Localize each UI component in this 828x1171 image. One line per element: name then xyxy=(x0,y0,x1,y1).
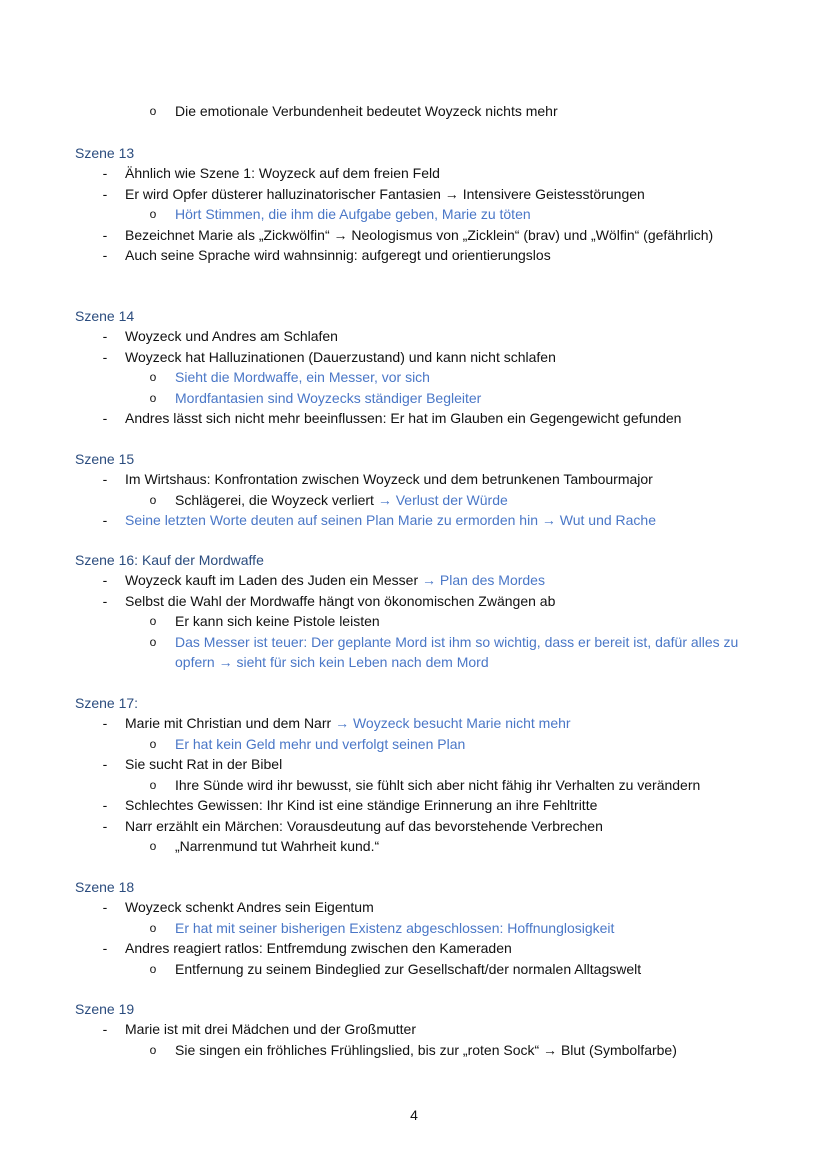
dash-marker: - xyxy=(102,247,108,263)
circle-marker: o xyxy=(149,920,157,935)
sub-bullet-item xyxy=(0,775,828,796)
item-text: Selbst die Wahl der Mordwaffe hängt von ökonomischen Zwängen ab xyxy=(125,592,556,609)
highlighted-text: → Woyzeck besucht Marie nicht mehr xyxy=(335,715,571,731)
sub-bullet-item xyxy=(0,367,828,388)
sub-bullet-item xyxy=(0,204,828,225)
sub-bullet-item xyxy=(0,1040,828,1061)
item-text: Woyzeck hat Halluzinationen (Dauerzustand) und kann nicht schlafen xyxy=(125,348,556,365)
item-text: Bezeichnet Marie als „Zickwölfin“ → Neologismus von „Zicklein“ (brav) und „Wölfin“ (gefährlich) xyxy=(125,226,714,243)
item-text: Schlägerei, die Woyzeck verliert xyxy=(175,491,378,508)
bullet-item xyxy=(0,347,828,368)
highlighted-text: Mordfantasien sind Woyzecks ständiger Begleiter xyxy=(175,389,482,406)
circle-marker: o xyxy=(149,614,157,628)
continued-sub-bullet xyxy=(0,101,828,122)
dash-marker: - xyxy=(102,592,108,609)
scene-section xyxy=(0,693,828,857)
scene-section xyxy=(0,306,828,429)
circle-marker: o xyxy=(149,736,157,751)
scene-heading: Szene 17: xyxy=(75,695,139,711)
bullet-item xyxy=(0,245,828,266)
dash-marker: - xyxy=(102,715,108,731)
dash-marker: - xyxy=(102,797,108,813)
sub-bullet-item xyxy=(0,101,828,122)
item-text: Sie sucht Rat in der Bibel xyxy=(125,756,283,772)
dash-marker: - xyxy=(102,328,108,344)
highlighted-text: → Plan des Mordes xyxy=(422,572,545,588)
circle-marker: o xyxy=(149,492,157,507)
scene-section xyxy=(0,877,828,979)
circle-marker: o xyxy=(149,207,157,221)
item-text: Ihre Sünde wird ihr bewusst, sie fühlt sich aber nicht fähig ihr Verhalten zu verändern xyxy=(175,776,701,793)
highlighted-text: Seine letzten Worte deuten auf seinen Plan Marie zu ermorden hin → Wut und Rache xyxy=(125,512,657,528)
item-text: Woyzeck und Andres am Schlafen xyxy=(125,328,338,344)
sub-bullet-item xyxy=(0,918,828,939)
bullet-item xyxy=(0,469,828,490)
item-text: Andres lässt sich nicht mehr beeinflussen: Er hat im Glauben ein Gegengewicht gefunden xyxy=(125,410,682,426)
item-text: Woyzeck schenkt Andres sein Eigentum xyxy=(125,899,374,915)
scene-heading: Szene 13 xyxy=(75,145,135,161)
dash-marker: - xyxy=(102,226,108,243)
dash-marker: - xyxy=(102,817,108,834)
circle-marker: o xyxy=(149,839,157,853)
circle-marker: o xyxy=(149,961,157,976)
highlighted-text: Hört Stimmen, die ihm die Aufgabe geben, Marie zu töten xyxy=(175,206,531,222)
scene-section xyxy=(0,550,828,673)
scene-heading: Szene 18 xyxy=(75,879,135,895)
bullet-item xyxy=(0,184,828,205)
bullet-item xyxy=(0,570,828,591)
bullet-item xyxy=(0,795,828,816)
bullet-item xyxy=(0,510,828,531)
highlighted-text: Er hat kein Geld mehr und verfolgt seinen Plan xyxy=(175,735,466,752)
item-text: Entfernung zu seinem Bindeglied zur Gesellschaft/der normalen Alltagswelt xyxy=(175,960,642,977)
scene-section xyxy=(0,999,828,1060)
bullet-item xyxy=(0,713,828,734)
sub-bullet-item xyxy=(0,490,828,511)
bullet-item xyxy=(0,938,828,959)
sub-bullet-item xyxy=(0,734,828,755)
circle-marker: o xyxy=(149,104,157,118)
highlighted-text: Sieht die Mordwaffe, ein Messer, vor sich xyxy=(175,369,430,385)
scene-bullets xyxy=(0,693,828,857)
bullet-item xyxy=(0,1019,828,1040)
item-text: Marie mit Christian und dem Narr xyxy=(125,715,336,731)
dash-marker: - xyxy=(102,471,108,487)
item-text: Andres reagiert ratlos: Entfremdung zwischen den Kameraden xyxy=(125,940,512,956)
item-text: „Narrenmund tut Wahrheit kund.“ xyxy=(175,838,380,854)
item-text: Die emotionale Verbundenheit bedeutet Woyzeck nichts mehr xyxy=(175,103,558,119)
dash-marker: - xyxy=(102,572,108,588)
highlighted-text: Er hat mit seiner bisherigen Existenz abgeschlossen: Hoffnunglosigkeit xyxy=(175,919,615,936)
bullet-item xyxy=(0,816,828,837)
circle-marker: o xyxy=(149,390,157,405)
dash-marker: - xyxy=(102,348,108,365)
bullet-item xyxy=(0,897,828,918)
scene-heading: Szene 16: Kauf der Mordwaffe xyxy=(75,552,264,568)
dash-marker: - xyxy=(102,940,108,956)
item-text: Er wird Opfer düsterer halluzinatorischer Fantasien → Intensivere Geistesstörungen xyxy=(125,185,645,202)
bullet-item xyxy=(0,225,828,246)
dash-marker: - xyxy=(102,512,108,528)
dash-marker: - xyxy=(102,1021,108,1037)
bullet-item xyxy=(0,326,828,347)
item-text: Im Wirtshaus: Konfrontation zwischen Woyzeck und dem betrunkenen Tambourmajor xyxy=(125,471,653,487)
scene-section xyxy=(0,143,828,266)
item-text: Marie ist mit drei Mädchen und der Großmutter xyxy=(125,1021,416,1037)
circle-marker: o xyxy=(149,370,157,384)
bullet-item xyxy=(0,408,828,429)
bullet-item xyxy=(0,163,828,184)
scene-heading: Szene 14 xyxy=(75,308,135,324)
dash-marker: - xyxy=(102,899,108,915)
highlighted-text: Das Messer ist teuer: Der geplante Mord ist ihm so wichtig, dass er bereit ist, dafür alles zu opfern → sieht für sich kein Leben nach dem Mord xyxy=(175,633,743,670)
item-text: Sie singen ein fröhliches Frühlingslied, bis zur „roten Sock“ → Blut (Symbolfarbe) xyxy=(175,1041,677,1058)
item-text: Auch seine Sprache wird wahnsinnig: aufgeregt und orientierungslos xyxy=(125,247,551,263)
bullet-item xyxy=(0,591,828,612)
item-text: Woyzeck kauft im Laden des Juden ein Messer xyxy=(125,572,423,588)
item-text: Narr erzählt ein Märchen: Vorausdeutung auf das bevorstehende Verbrechen xyxy=(125,817,603,834)
circle-marker: o xyxy=(149,634,157,649)
scene-heading: Szene 19 xyxy=(75,1001,135,1017)
scene-heading: Szene 15 xyxy=(75,451,135,467)
dash-marker: - xyxy=(102,165,108,181)
item-text: Ähnlich wie Szene 1: Woyzeck auf dem freien Feld xyxy=(125,165,440,181)
circle-marker: o xyxy=(149,1042,157,1057)
highlighted-text: → Verlust der Würde xyxy=(377,491,508,508)
sub-bullet-item xyxy=(0,959,828,980)
bullet-item xyxy=(0,754,828,775)
dash-marker: - xyxy=(102,410,108,426)
sub-bullet-item xyxy=(0,611,828,632)
sub-bullet-item xyxy=(0,632,828,673)
item-text: Er kann sich keine Pistole leisten xyxy=(175,613,380,629)
scene-section xyxy=(0,449,828,531)
sub-bullet-item xyxy=(0,388,828,409)
page-number: 4 xyxy=(410,1107,418,1123)
sub-bullet-item xyxy=(0,836,828,857)
item-text: Schlechtes Gewissen: Ihr Kind ist eine ständige Erinnerung an ihre Fehltritte xyxy=(125,797,598,813)
dash-marker: - xyxy=(102,185,108,202)
dash-marker: - xyxy=(102,756,108,772)
circle-marker: o xyxy=(149,777,157,792)
